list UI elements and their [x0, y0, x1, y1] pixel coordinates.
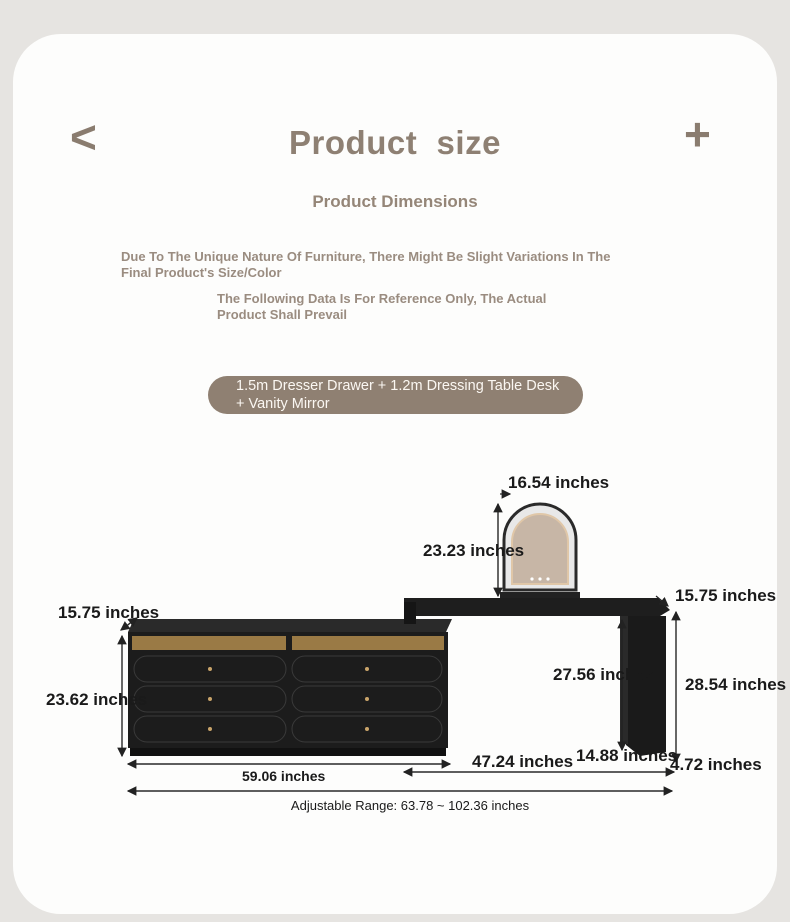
- dresser-depth-label: 15.75 inches: [58, 603, 160, 622]
- page-title: Product size: [289, 124, 501, 161]
- product-set-text: 1.5m Dresser Drawer + 1.2m Dressing Table Desk + Vanity Mirror: [236, 378, 560, 412]
- back-arrow-icon[interactable]: <: [70, 111, 97, 163]
- dresser-width-label: 59.06 inches: [242, 768, 326, 784]
- leg-width-label: 4.72 inches: [670, 755, 762, 774]
- mirror-height-label: 23.23 inches: [423, 541, 525, 560]
- adjustable-range-label: Adjustable Range: 63.78 ~ 102.36 inches: [290, 798, 530, 813]
- desk-height-label: 28.54 inches: [685, 675, 787, 694]
- reference-note: The Following Data Is For Reference Only, The Actual Product Shall Prevail: [217, 291, 547, 322]
- desk-width-label: 47.24 inches: [472, 752, 574, 771]
- page-subtitle: Product Dimensions: [312, 192, 478, 211]
- mirror-width-label: 16.54 inches: [508, 473, 610, 492]
- dresser-height-label: 23.62 inches: [46, 690, 148, 709]
- desk-leg-height-label: 27.56 inches: [553, 665, 655, 684]
- desk-depth-label: 15.75 inches: [675, 586, 777, 605]
- variation-note: Due To The Unique Nature Of Furniture, There Might Be Slight Variations In The Final Product's Size/Color: [121, 249, 611, 280]
- dresser-illustration: [128, 619, 452, 756]
- leg-depth-label: 14.88 inches: [576, 746, 678, 765]
- plus-icon[interactable]: +: [684, 108, 711, 160]
